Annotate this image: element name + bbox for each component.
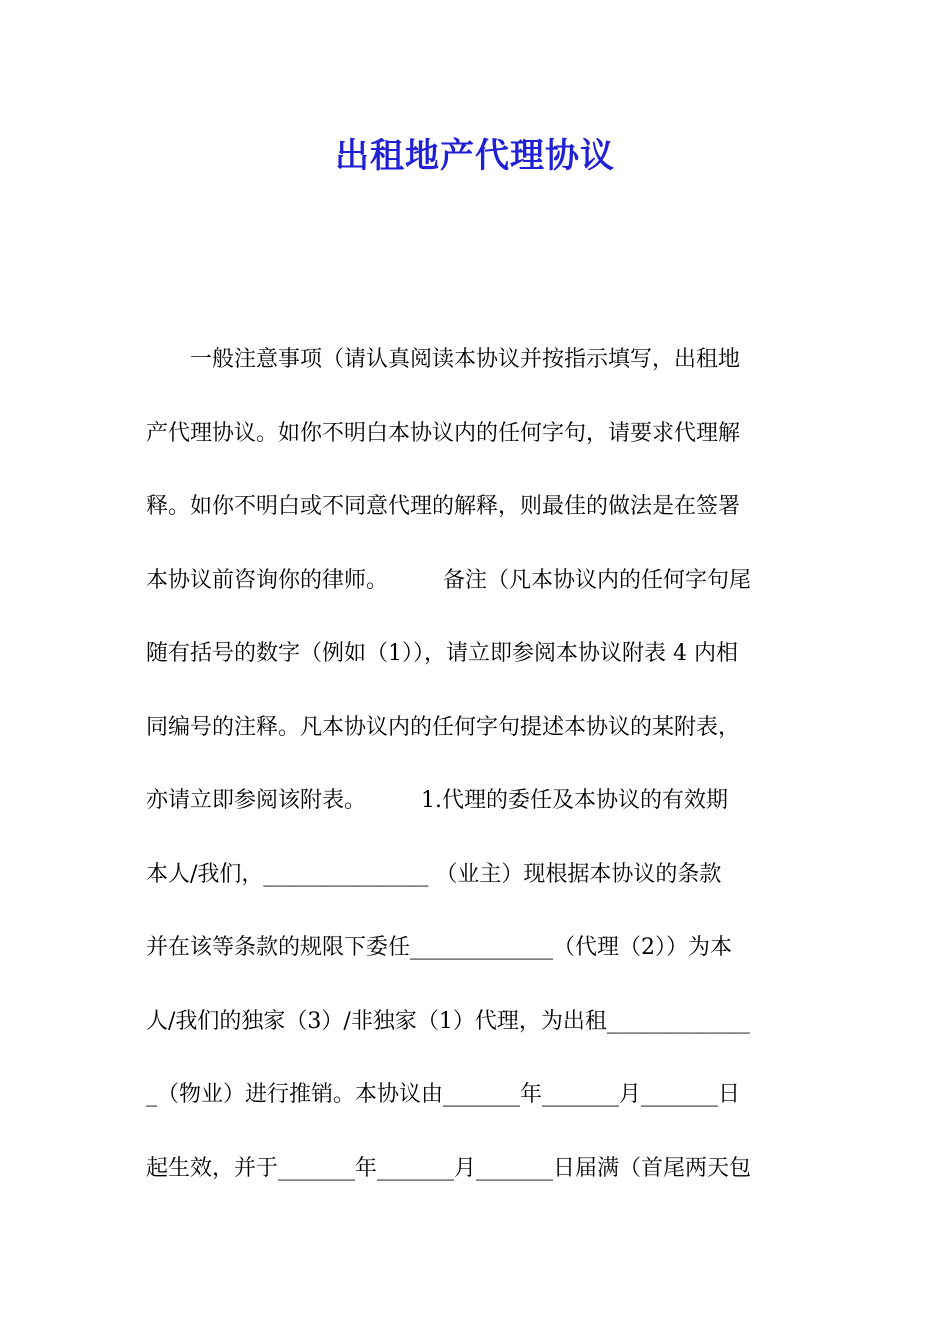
body-line: _（物业）进行推销。本协议由_______年_______月_______日 [146, 1082, 741, 1107]
body-line: 释。如你不明白或不同意代理的解释，则最佳的做法是在签署 [146, 494, 741, 519]
document-title: 出租地产代理协议 [335, 136, 615, 176]
document-body [146, 341, 806, 1223]
body-line: 一般注意事项（请认真阅读本协议并按指示填写，出租地 [146, 347, 741, 372]
body-line: 人/我们的独家（3）/非独家（1）代理，为出租_____________ [146, 1008, 750, 1034]
body-line: 随有括号的数字（例如（1）），请立即参阅本协议附表 4 内相 [146, 641, 738, 666]
body-line: 本协议前咨询你的律师。 备注（凡本协议内的任何字句尾 [146, 567, 752, 593]
body-line: 本人/我们，_______________ （业主）现根据本协议的条款 [146, 861, 722, 887]
body-line: 起生效，并于_______年_______月_______日届满（首尾两天包 [146, 1155, 752, 1181]
body-line: 同编号的注释。凡本协议内的任何字句提述本协议的某附表， [146, 714, 741, 740]
body-line: 亦请立即参阅该附表。 1.代理的委任及本协议的有效期 [146, 788, 728, 813]
body-line: 并在该等条款的规限下委任_____________（代理（2））为本 [146, 935, 732, 960]
body-line: 产代理协议。如你不明白本协议内的任何字句，请要求代理解 [146, 420, 741, 446]
